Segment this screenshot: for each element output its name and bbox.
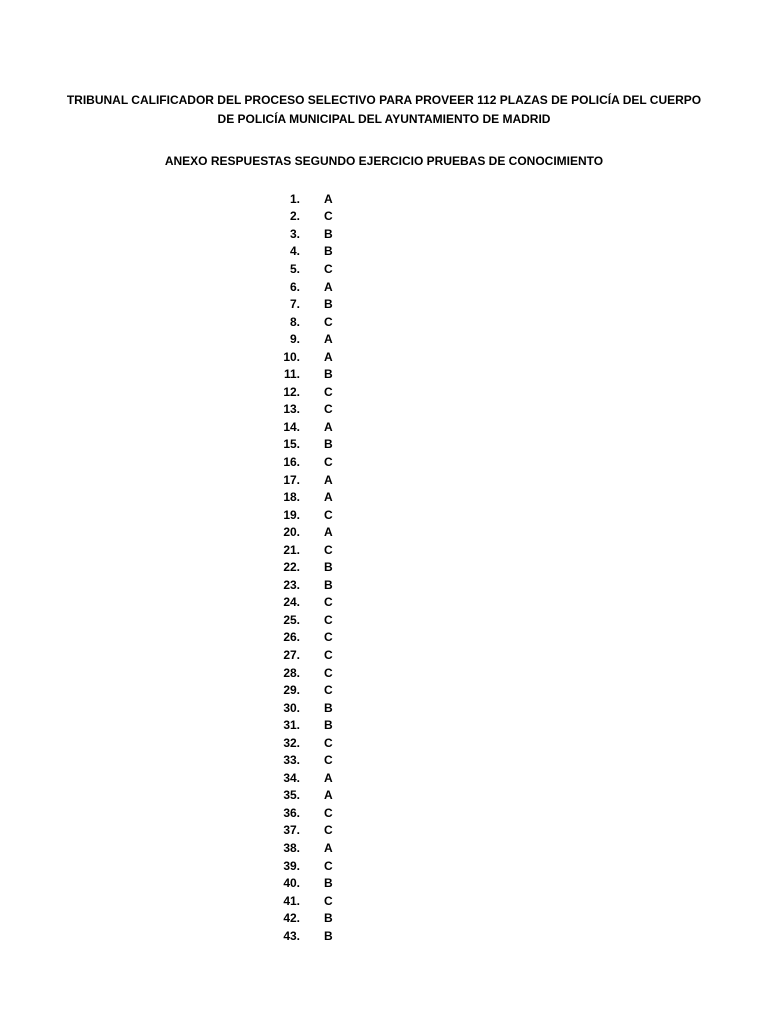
question-number: 35. (283, 788, 300, 803)
answer-row (270, 295, 390, 313)
answer-row (270, 225, 390, 243)
question-number: 41. (283, 893, 300, 908)
answer-row (270, 804, 390, 822)
question-number: 23. (283, 577, 300, 592)
answer-letter: A (324, 349, 333, 364)
answer-row (270, 365, 390, 383)
question-number: 14. (283, 419, 300, 434)
question-number: 36. (283, 805, 300, 820)
question-number: 15. (283, 437, 300, 452)
answer-row (270, 278, 390, 296)
answer-row (270, 822, 390, 840)
question-number: 43. (283, 928, 300, 943)
answer-letter: B (324, 876, 333, 891)
answer-letter: B (324, 297, 333, 312)
answer-row (270, 436, 390, 454)
answer-row (270, 594, 390, 612)
answer-row (270, 383, 390, 401)
answer-letter: A (324, 770, 333, 785)
answer-letter: A (324, 191, 333, 206)
answer-letter: A (324, 472, 333, 487)
answer-letter: C (324, 314, 333, 329)
answer-letter: C (324, 261, 333, 276)
document-header (40, 91, 728, 129)
answer-row (270, 401, 390, 419)
question-number: 25. (283, 612, 300, 627)
answer-row (270, 909, 390, 927)
answer-row (270, 734, 390, 752)
answer-row (270, 892, 390, 910)
question-number: 12. (283, 384, 300, 399)
question-number: 31. (283, 718, 300, 733)
question-number: 38. (283, 841, 300, 855)
question-number: 13. (283, 402, 300, 417)
question-number: 16. (283, 454, 300, 469)
question-number: 2. (289, 209, 300, 224)
answer-letter: C (324, 595, 333, 610)
answer-row (270, 769, 390, 787)
question-number: 37. (283, 823, 300, 838)
answer-letter: B (324, 226, 333, 241)
answer-letter: C (324, 858, 333, 873)
answer-row (270, 471, 390, 489)
answer-letter: C (324, 665, 333, 680)
answer-row (270, 260, 390, 278)
question-number: 18. (283, 490, 300, 505)
header-line-1: TRIBUNAL CALIFICADOR DEL PROCESO SELECTIVO PARA PROVEER 112 PLAZAS DE POLICÍA DEL CUERPO (66, 93, 702, 107)
answer-letter: C (324, 805, 333, 820)
question-number: 30. (283, 700, 300, 715)
question-number: 9. (289, 332, 300, 347)
answer-letter: B (324, 560, 333, 575)
answer-letter: A (324, 419, 333, 434)
question-number: 3. (289, 226, 300, 241)
answer-row (270, 523, 390, 541)
question-number: 20. (283, 525, 300, 540)
question-number: 8. (289, 314, 300, 329)
question-number: 26. (283, 630, 300, 645)
answer-letter: A (324, 332, 333, 347)
answer-letter: C (324, 507, 333, 522)
answer-letter: C (324, 454, 333, 469)
question-number: 39. (283, 858, 300, 873)
question-number: 6. (289, 279, 300, 294)
answer-letter: B (324, 911, 333, 926)
answer-letter: C (324, 753, 333, 768)
answer-letter: B (324, 928, 333, 943)
answer-row (270, 541, 390, 559)
question-number: 7. (289, 297, 300, 312)
answer-row (270, 576, 390, 594)
answer-letter: C (324, 542, 333, 557)
answer-letter: A (324, 490, 333, 505)
question-number: 42. (283, 911, 300, 926)
question-number: 22. (283, 560, 300, 575)
answer-row (270, 190, 390, 208)
answer-row (270, 418, 390, 436)
question-number: 11. (283, 367, 300, 382)
answer-row (270, 348, 390, 366)
question-number: 4. (289, 244, 300, 259)
answer-row (270, 208, 390, 226)
answer-row (270, 453, 390, 471)
answer-row (270, 699, 390, 717)
answer-row (270, 839, 390, 857)
answer-letter: C (324, 647, 333, 662)
question-number: 34. (283, 770, 300, 785)
answer-row (270, 664, 390, 682)
question-number: 27. (283, 647, 300, 662)
header-line-2: DE POLICÍA MUNICIPAL DEL AYUNTAMIENTO DE MADRID (217, 112, 551, 126)
answer-row (270, 681, 390, 699)
answer-row (270, 646, 390, 664)
question-number: 21. (283, 542, 300, 557)
question-number: 19. (283, 507, 300, 522)
answer-row (270, 330, 390, 348)
answer-row (270, 874, 390, 892)
question-number: 29. (283, 683, 300, 698)
answer-row (270, 927, 390, 945)
question-number: 40. (283, 876, 300, 891)
answer-letter: B (324, 367, 333, 382)
answer-letter: A (324, 788, 333, 803)
answer-letter: C (324, 630, 333, 645)
answer-row (270, 787, 390, 805)
answer-row (270, 313, 390, 331)
answer-letter: B (324, 437, 333, 452)
question-number: 33. (283, 753, 300, 768)
answer-row (270, 243, 390, 261)
answer-row (270, 752, 390, 770)
question-number: 1. (289, 191, 300, 206)
answer-row (270, 611, 390, 629)
answer-letter: C (324, 823, 333, 838)
answer-letter: A (324, 525, 333, 540)
answer-letter: B (324, 718, 333, 733)
answer-letter: A (324, 279, 333, 294)
answer-row (270, 558, 390, 576)
answer-letter: B (324, 244, 333, 259)
answer-letter: C (324, 402, 333, 417)
answer-list (270, 190, 390, 945)
annex-title: ANEXO RESPUESTAS SEGUNDO EJERCICIO PRUEBAS DE CONOCIMIENTO (164, 154, 604, 168)
answer-letter: C (324, 612, 333, 627)
answer-letter: B (324, 700, 333, 715)
answer-letter: C (324, 384, 333, 399)
question-number: 17. (283, 472, 300, 487)
answer-letter: A (324, 841, 333, 855)
question-number: 5. (289, 261, 300, 276)
answer-letter: C (324, 735, 333, 750)
answer-row (270, 857, 390, 875)
question-number: 24. (283, 595, 300, 610)
answer-letter: C (324, 893, 333, 908)
answer-row (270, 506, 390, 524)
answer-row (270, 488, 390, 506)
question-number: 10. (283, 349, 300, 364)
answer-row (270, 629, 390, 647)
answer-letter: B (324, 577, 333, 592)
question-number: 28. (283, 665, 300, 680)
answer-row (270, 716, 390, 734)
question-number: 32. (283, 735, 300, 750)
answer-letter: C (324, 209, 333, 224)
answer-letter: C (324, 683, 333, 698)
